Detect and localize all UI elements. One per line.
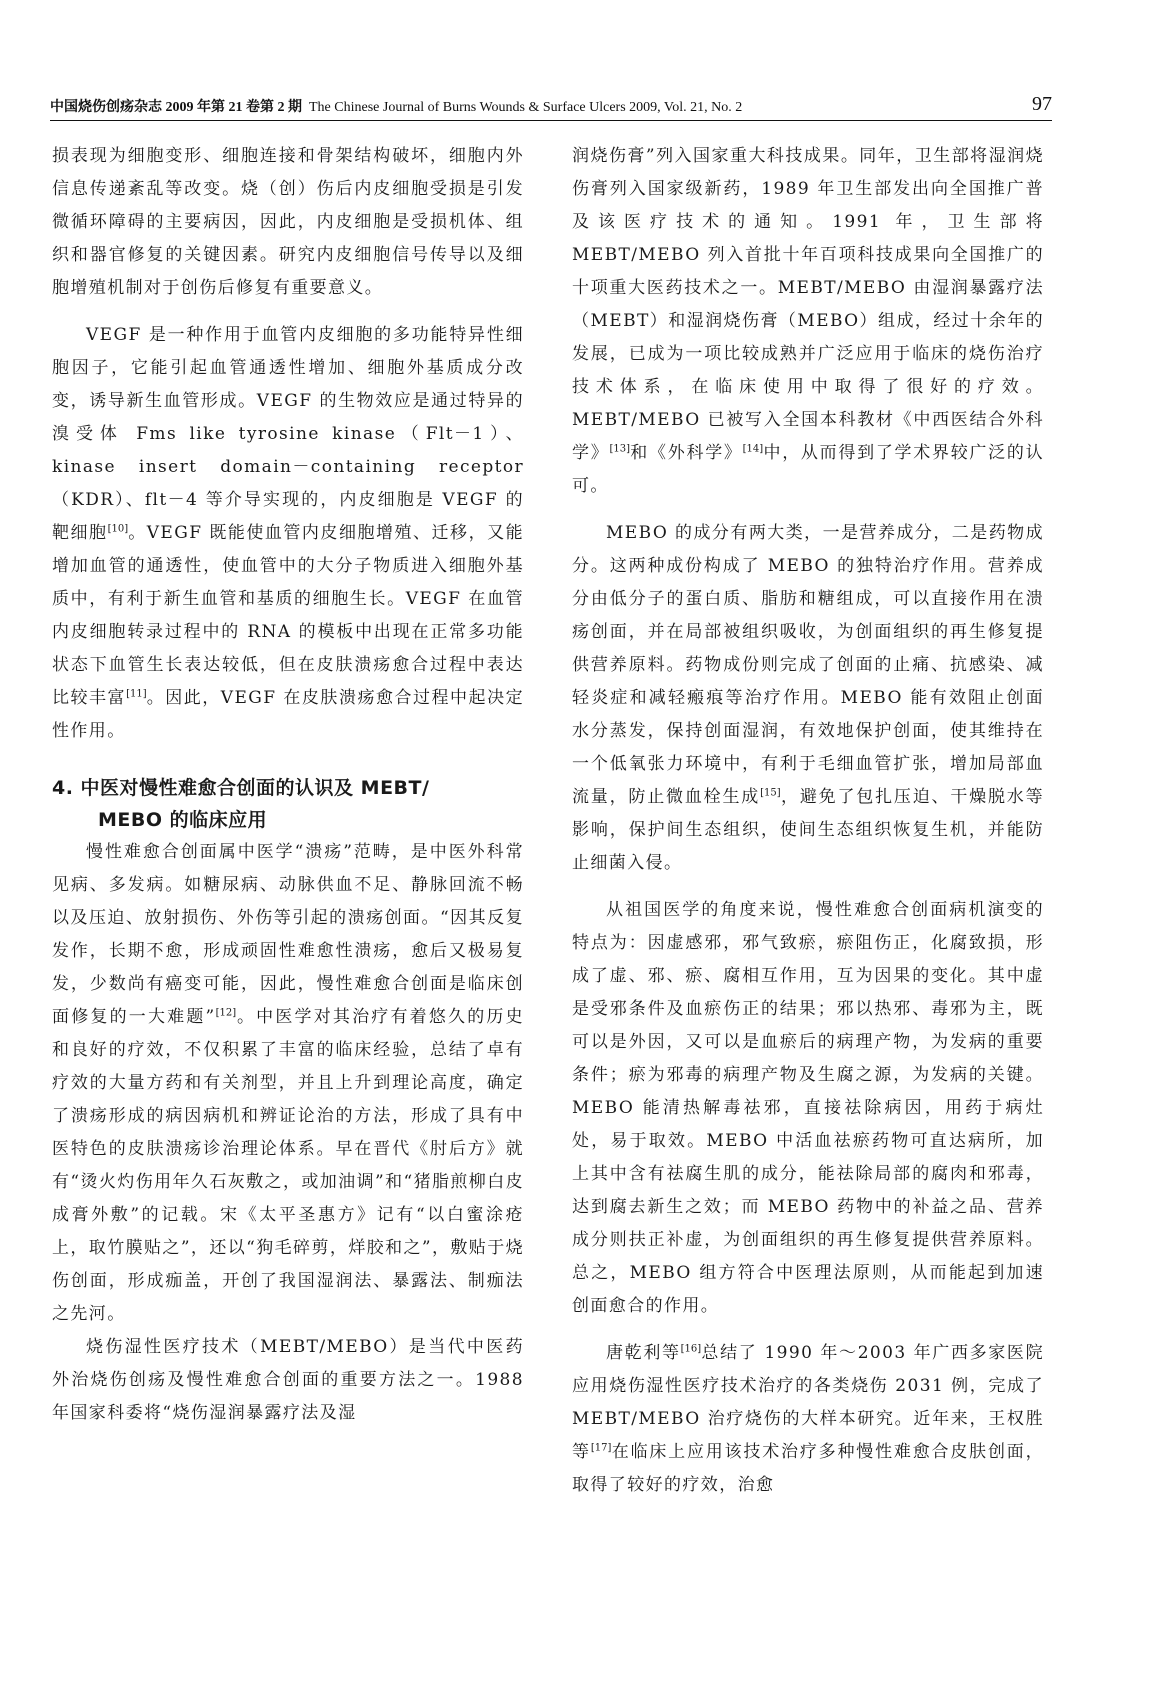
section-heading [52,772,524,836]
paragraph-tcm-ulcer [52,836,524,1331]
citation-ref: [13] [609,443,630,455]
paragraph-text: 。中医学对其治疗有着悠久的历史和良好的疗效，不仅积累了丰富的临床经验，总结了卓有疗效的大量方药和有关剂型，并且上升到理论高度，确定了溃疡形成的病因病机和辨证论治的方法，形成了具有中医特色的皮肤溃疡诊治理论体系。早在晋代《肘后方》就有“烫火灼伤用年久石灰敷之，或加油调”和“猪脂煎柳白皮成膏外敷”的记载。宋《太平圣惠方》记有“以白蜜涂疮上，取竹膜贴之”，还以“狗毛碎剪，烊胶和之”，敷贴于烧伤创面，形成痂盖，开创了我国湿润法、暴露法、制痂法之先河。 [52,1007,525,1324]
paragraph-tcm-pathology: 从祖国医学的角度来说，慢性难愈合创面病机演变的特点为：因虚感邪，邪气致瘀，瘀阻伤正，化腐致损，形成了虚、邪、瘀、腐相互作用，互为因果的变化。其中虚是受邪条件及血瘀伤正的结果；邪以热邪、毒邪为主，既可以是外因，又可以是血瘀后的病理产物，为发病的重要条件；瘀为邪毒的病理产物及生腐之源，为发病的关键。MEBO 能清热解毒祛邪，直接祛除病因，用药于病灶处，易于取效。MEBO 中活血祛瘀药物可直达病所，加上其中含有祛腐生肌的成分，能祛除局部的腐肉和邪毒，达到腐去新生之效；而 MEBO 药物中的补益之品、营养成分则扶正补虚，为创面组织的再生修复提供营养原料。总之，MEBO 组方符合中医理法原则，从而能起到加速创面愈合的作用。 [572,900,1044,1316]
section-heading-line1: 4. 中医对慢性难愈合创面的认识及 MEBT/ [52,777,430,799]
paragraph-text: 慢性难愈合创面属中医学“溃疡”范畴，是中医外科常见病、多发病。如糖尿病、动脉供血不足、静脉回流不畅以及压迫、放射损伤、外伤等引起的溃疡创面。“因其反复发作，长期不愈，形成顽固性难愈性溃疡，愈后又极易复发，少数尚有癌变可能，因此，慢性难愈合创面是临床创面修复的一大难题” [52,842,524,1027]
paragraph-text: 总结了 1990 年～2003 年广西多家医院应用烧伤湿性医疗技术治疗的各类烧伤 2031 例，完成了 MEBT/MEBO 治疗烧伤的大样本研究。近年来，王权胜等 [572,1343,1044,1462]
left-column [52,140,524,1430]
citation-ref: [10] [107,523,129,535]
paragraph-mebt-history [572,140,1044,503]
header-journal-en: The Chinese Journal of Burns Wounds & Surface Ulcers 2009, Vol. 21, No. 2 [309,100,743,115]
paragraph-text: 在临床上应用该技术治疗多种慢性难愈合皮肤创面，取得了较好的疗效，治愈 [572,1442,1044,1495]
citation-ref: [16] [680,1343,702,1355]
page-number: 97 [1032,93,1052,115]
paragraph-mebt-intro: 烧伤湿性医疗技术（MEBT/MEBO）是当代中医药外治烧伤创疡及慢性难愈合创面的重要方法之一。1988 年国家科委将“烧伤湿润暴露疗法及湿 [52,1337,524,1423]
paragraph-mebo-composition [572,517,1044,880]
paragraph-text: 唐乾利等 [606,1343,681,1363]
paragraph-clinical-studies [572,1337,1044,1502]
paragraph-text: VEGF 是一种作用于血管内皮细胞的多功能特异性细胞因子，它能引起血管通透性增加、细胞外基质成分改变，诱导新生血管形成。VEGF 的生物效应是通过特异的溴受体 Fms like tyrosine kinase（Flt－1）、kinase insert domain－containing receptor（KDR）、flt－4 等介导实现的，内皮细胞是 VEGF 的靶细胞 [52,325,524,543]
paragraph-text: 。VEGF 既能使血管内皮细胞增殖、迁移，又能增加血管的通透性，使血管中的大分子物质进入细胞外基质中，有利于新生血管和基质的细胞生长。VEGF 在血管内皮细胞转录过程中的 RNA 的模板中出现在正常多功能状态下血管生长表达较低，但在皮肤溃疡愈合过程中表达比较丰富 [52,523,524,708]
citation-ref: [15] [760,787,781,799]
header-journal-cn: 中国烧伤创疡杂志 2009 年第 21 卷第 2 期 [50,100,302,115]
section-heading-line2: MEBO 的临床应用 [98,809,268,831]
right-column [572,140,1044,1502]
paragraph-text: 润烧伤膏”列入国家重大科技成果。同年，卫生部将湿润烧伤膏列入国家级新药，1989 年卫生部发出向全国推广普及该医疗技术的通知。1991 年，卫生部将 MEBT/MEBO 列入首批十年百项科技成果向全国推广的十项重大医药技术之一。MEBT/MEBO 由湿润暴露疗法（MEBT）和湿润烧伤膏（MEBO）组成，经过十余年的发展，已成为一项比较成熟并广泛应用于临床的烧伤治疗技术体系，在临床使用中取得了很好的疗效。MEBT/MEBO 已被写入全国本科教材《中西医结合外科学》 [572,146,1044,463]
citation-ref: [17] [590,1442,612,1454]
running-header [50,93,1052,121]
citation-ref: [14] [742,443,764,455]
header-journal-citation [50,98,742,118]
paragraph-vegf [52,319,524,748]
citation-ref: [11] [126,688,147,700]
paragraph-text: 。因此，VEGF 在皮肤溃疡愈合过程中起决定性作用。 [52,688,524,741]
paragraph-text: ，避免了包扎压迫、干燥脱水等影响，保护间生态组织，使间生态组织恢复生机，并能防止细菌入侵。 [572,787,1044,873]
paragraph-text: 和《外科学》 [629,443,743,463]
paragraph-text: MEBO 的成分有两大类，一是营养成分，二是药物成分。这两种成份构成了 MEBO 的独特治疗作用。营养成分由低分子的蛋白质、脂肪和糖组成，可以直接作用在溃疡创面，并在局部被组织吸收，为创面组织的再生修复提供营养原料。药物成份则完成了创面的止痛、抗感染、减轻炎症和减轻瘢痕等治疗作用。MEBO 能有效阻止创面水分蒸发，保持创面湿润，有效地保护创面，使其维持在一个低氧张力环境中，有利于毛细血管扩张，增加局部血流量，防止微血栓生成 [572,523,1044,807]
paragraph-text: 中，从而得到了学术界较广泛的认可。 [572,443,1044,496]
paragraph-endothelial-damage: 损表现为细胞变形、细胞连接和骨架结构破坏，细胞内外信息传递紊乱等改变。烧（创）伤后内皮细胞受损是引发微循环障碍的主要病因，因此，内皮细胞是受损机体、组织和器官修复的关键因素。研究内皮细胞信号传导以及细胞增殖机制对于创伤后修复有重要意义。 [52,146,524,298]
citation-ref: [12] [215,1007,237,1019]
